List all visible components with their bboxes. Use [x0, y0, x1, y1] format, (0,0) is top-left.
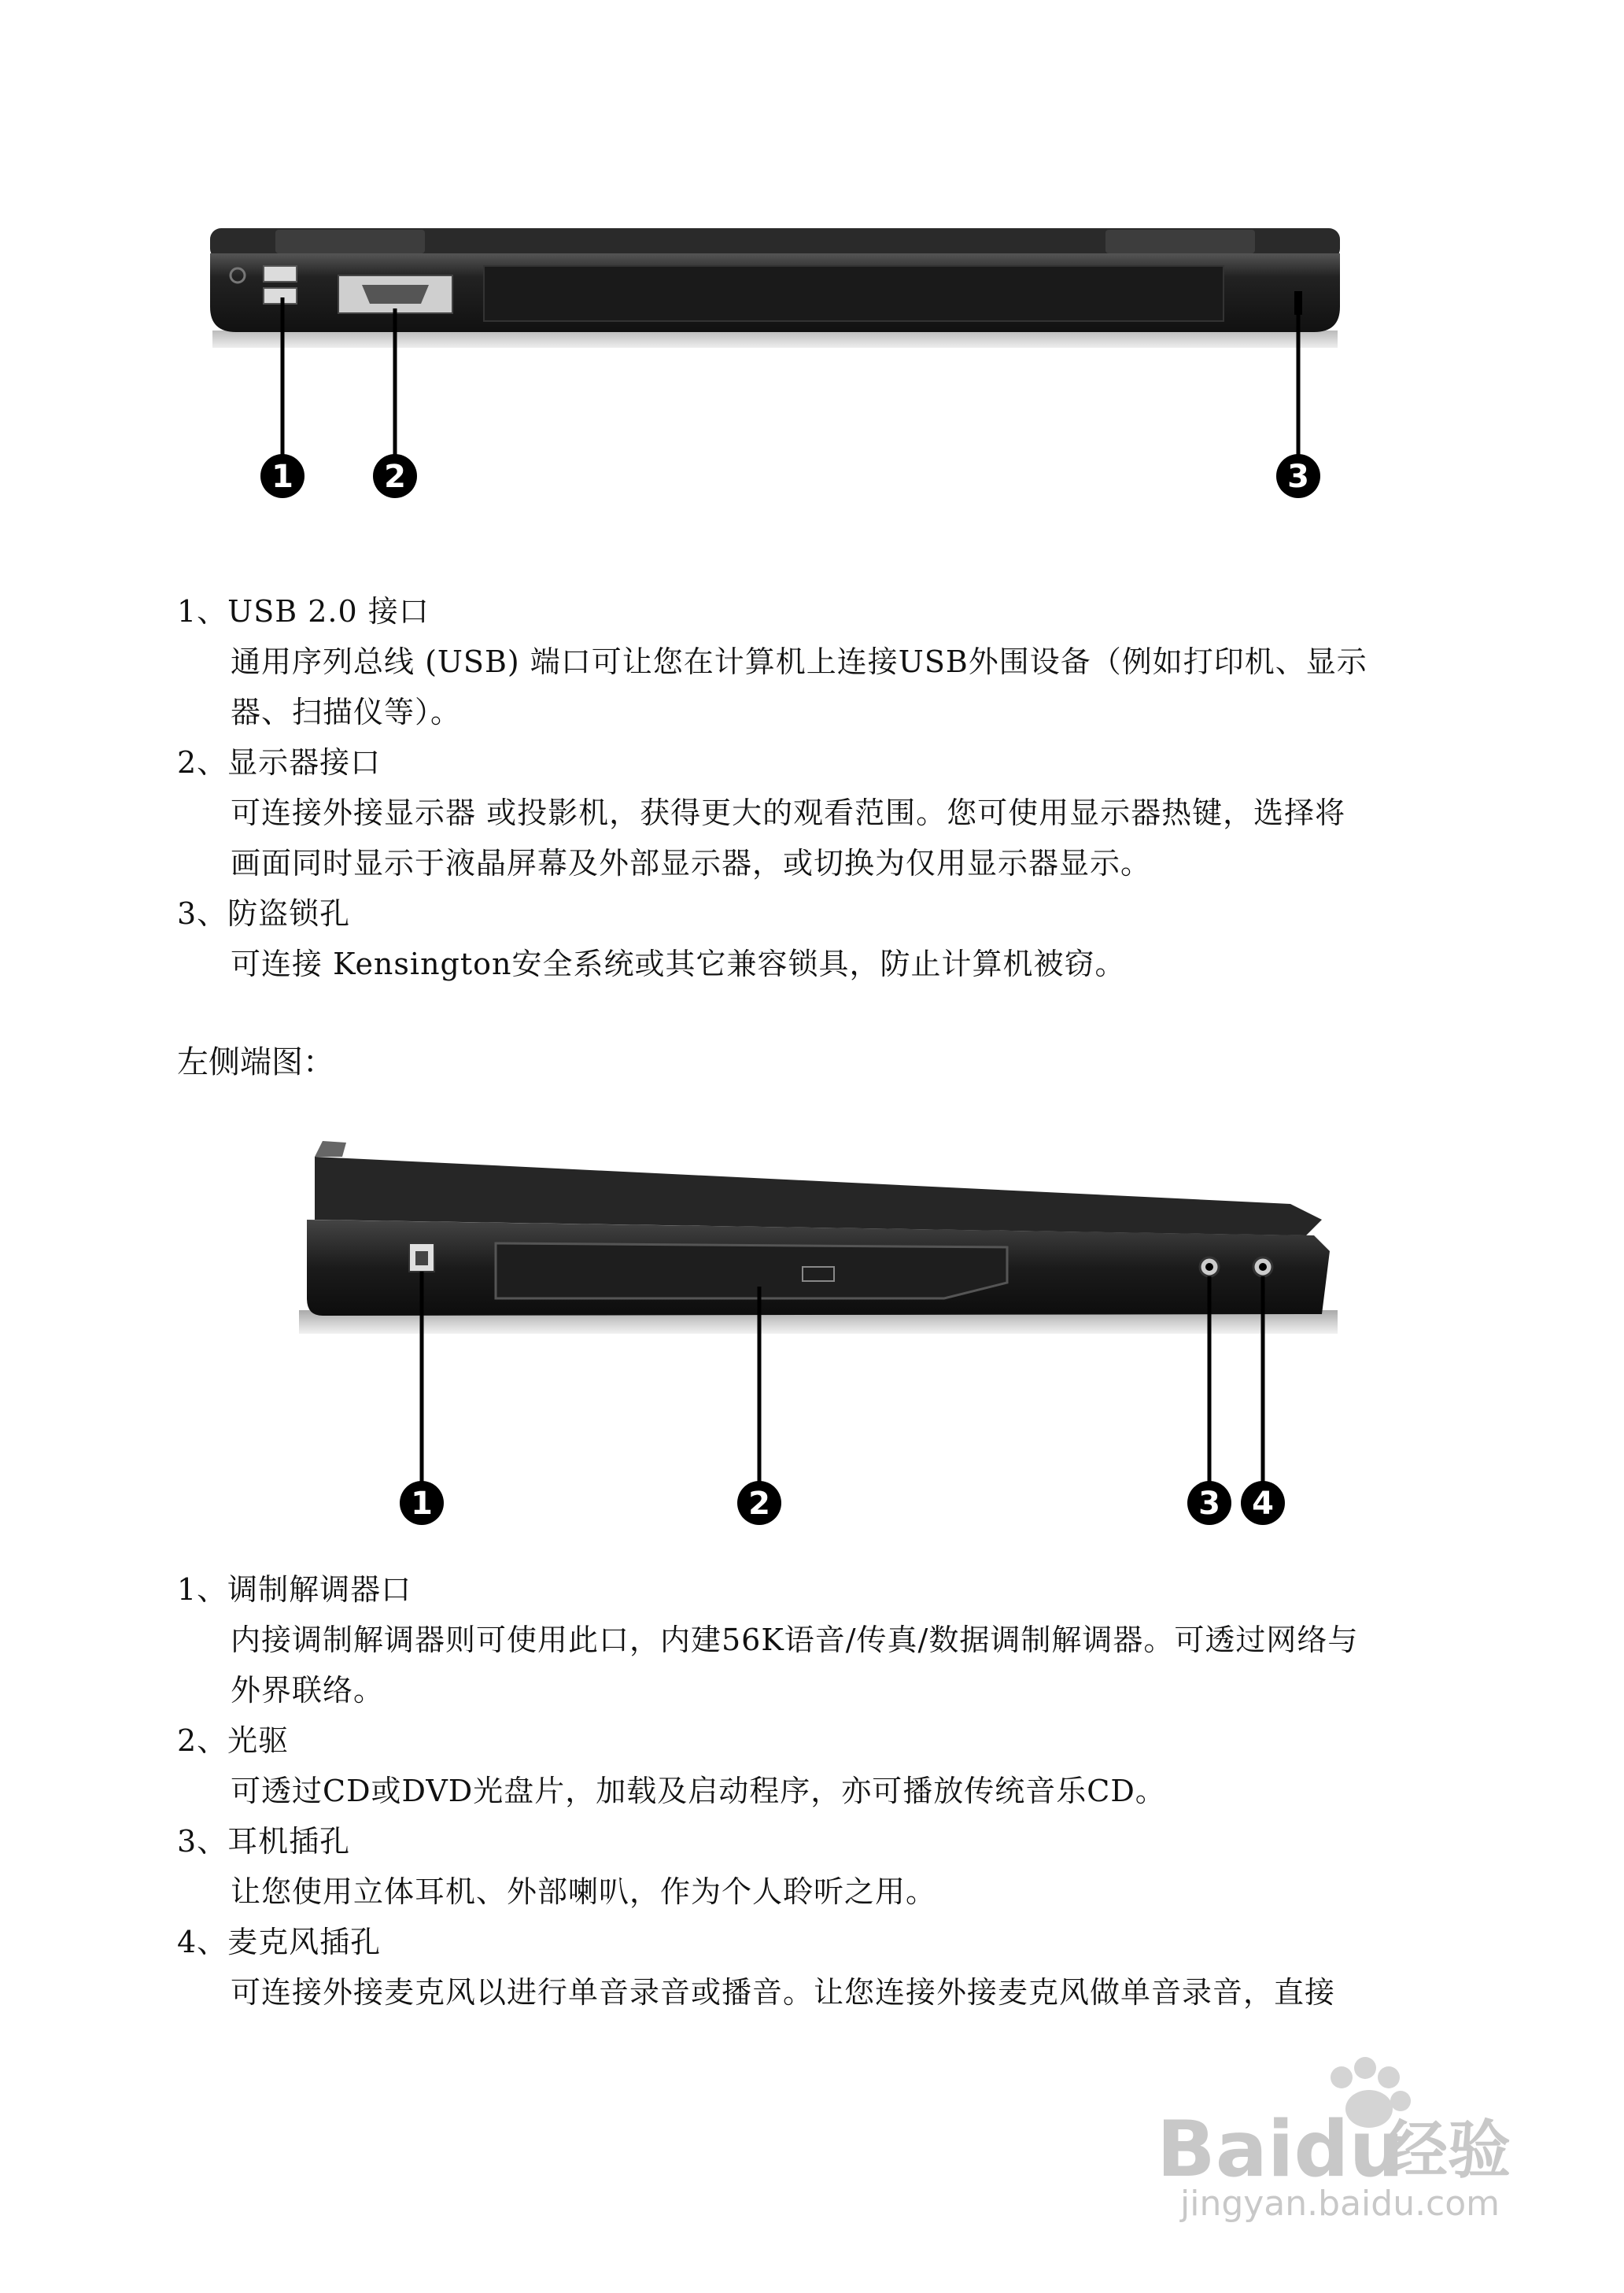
svg-text:2: 2 — [748, 1486, 770, 1522]
item-desc-line: 可连接外接麦克风以进行单音录音或播音。让您连接外接麦克风做单音录音，直接 — [231, 1975, 1336, 2010]
item-desc-line: 可连接外接显示器 或投影机，获得更大的观看范围。您可使用显示器热键，选择将 — [231, 796, 1346, 830]
callout-2 — [373, 454, 417, 498]
baidu-watermark — [1149, 2046, 1542, 2227]
item-title: 1、调制解调器口 — [177, 1572, 412, 1607]
item-desc-line: 通用序列总线 (USB) 端口可让您在计算机上连接USB外围设备（例如打印机、显示 — [231, 644, 1367, 679]
item-title: 2、显示器接口 — [177, 745, 382, 780]
svg-text:2: 2 — [384, 459, 406, 495]
laptop-rear-illustration — [201, 212, 1349, 511]
item-usb — [177, 586, 1467, 737]
svg-text:3: 3 — [1198, 1486, 1220, 1522]
callout-3 — [1276, 454, 1320, 498]
item-desc-line: 可透过CD或DVD光盘片，加载及启动程序，亦可播放传统音乐CD。 — [231, 1774, 1166, 1808]
item-headphone — [177, 1816, 1467, 1917]
item-title: 3、防盗锁孔 — [177, 896, 351, 931]
item-desc-line: 器、扫描仪等）。 — [231, 695, 462, 729]
callout-4 — [1241, 1481, 1285, 1525]
svg-text:3: 3 — [1287, 459, 1309, 495]
laptop-left-view-figure — [299, 1133, 1353, 1534]
callout-1 — [260, 454, 304, 498]
item-desc-line: 内接调制解调器则可使用此口，内建56K语音/传真/数据调制解调器。可透过网络与 — [231, 1623, 1359, 1657]
laptop-rear-view-figure — [201, 212, 1349, 511]
item-desc-line: 可连接 Kensington安全系统或其它兼容锁具，防止计算机被窃。 — [231, 947, 1126, 981]
item-title: 2、光驱 — [177, 1723, 290, 1758]
item-desc-line: 让您使用立体耳机、外部喇叭，作为个人聆听之用。 — [231, 1874, 937, 1909]
baidu-paw-icon — [1149, 2046, 1542, 2227]
watermark-brand: Baidu — [1157, 2105, 1404, 2195]
svg-text:4: 4 — [1252, 1486, 1274, 1522]
laptop-left-illustration — [299, 1133, 1353, 1534]
item-desc-line: 画面同时显示于液晶屏幕及外部显示器，或切换为仅用显示器显示。 — [231, 846, 1152, 881]
item-microphone — [177, 1917, 1467, 2018]
rear-port-descriptions — [177, 586, 1467, 989]
item-title: 3、耳机插孔 — [177, 1824, 351, 1859]
callout-1 — [400, 1481, 444, 1525]
item-modem — [177, 1564, 1467, 1715]
watermark-brand-cn: 经验 — [1385, 2114, 1511, 2187]
item-desc-line: 外界联络。 — [231, 1673, 385, 1708]
svg-text:1: 1 — [411, 1486, 433, 1522]
section-title-left-side: 左侧端图： — [177, 1044, 334, 1080]
left-port-descriptions — [177, 1564, 1467, 2018]
item-display — [177, 737, 1467, 888]
item-optical-drive — [177, 1715, 1467, 1816]
item-title: 4、麦克风插孔 — [177, 1925, 382, 1959]
item-title: 1、USB 2.0 接口 — [177, 594, 430, 629]
item-lock — [177, 888, 1467, 989]
watermark-url: jingyan.baidu.com — [1180, 2184, 1500, 2224]
callout-3 — [1187, 1481, 1231, 1525]
svg-text:1: 1 — [271, 459, 293, 495]
callout-2 — [737, 1481, 781, 1525]
